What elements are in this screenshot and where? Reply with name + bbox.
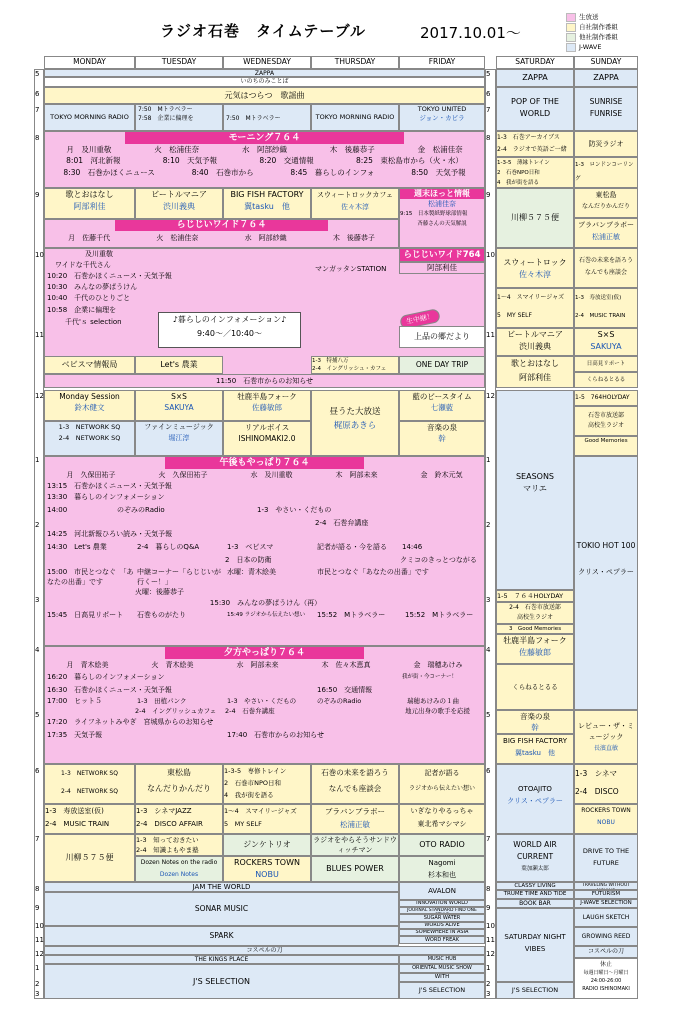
program-rajiwide-fri[interactable]: らじじいワイド764 [399, 248, 485, 262]
program-gogo[interactable]: 午後もやっぱり７６４ 月 久保田祐子 火 久保田祐子 水 及川重敬 木 阿部未来 金 鈴木元気 13:15 石巻かほくニュース・天気予報 13:30 暮らしのインフォメーション 14:00 のぞみのRadio 1-3 やさい・くだもの 2-4 石巻弁講座 14:25 河北新報ひろい読み・天気予報 14:30 Let's 農業 2-4 暮らしのQ&A 1-3 ベビスマ 記者が語る・今を語る 14:46 2 日本の防衛 クミコのきっとつながる 15:00 市民とつなぐ 「あなたの出番」です 中継コーナー「らじじいが行くー！」 水曜：青木絵美 市民とつなぐ「あなたの出番」です 火曜：後藤恭子 15:30 みんなの夢ぱうけん（再） 15:45 日高見リポート 石巻ものがたり 15:49 ラジオから伝えたい想い 15:52 Mトラベラー 15:52 Mトラベラー [44, 456, 485, 646]
program-braban[interactable]: ブラバンブラボー 松浦正敏 [311, 804, 399, 834]
sat-world[interactable]: WORLD AIR CURRENT 葉加瀬太郎 [496, 834, 574, 882]
day-header-tuesday: TUESDAY [135, 56, 223, 69]
legend-item: 他社制作番組 [566, 32, 618, 42]
sun-zappa[interactable]: ZAPPA [574, 69, 638, 87]
program-sxs[interactable]: S×S SAKUYA [135, 390, 223, 421]
program-jam[interactable]: JAM THE WORLD [44, 882, 399, 892]
sat-ongaku[interactable]: 音楽の泉 幹 [496, 710, 574, 734]
program-rajiwide-body[interactable]: 及川重敬 ワイドな千代さん マンガッタンSTATION 10:20 石巻かほくニュース・天気予報 10:30 みんなの夢ぱうけん 10:40 千代のひとりごと 10:58 企業に偏理を 千代'ｓ selection [44, 248, 485, 388]
program-blues[interactable]: BLUES POWER [311, 856, 399, 882]
page-title: ラジオ石巻 タイムテーブル [160, 22, 367, 40]
program-network-sq[interactable]: 1-3 NETWORK SQ 2-4 NETWORK SQ [44, 421, 135, 456]
program-sandwich[interactable]: ラジオをやらそうサンドウィッチマン [311, 834, 399, 856]
program-info-notice[interactable]: ♪暮らしのインフォメーション♪ 9:40〜／10:40〜 [158, 312, 301, 348]
program-morning-764[interactable]: モーニング７６４ 月 及川重敬 火 松浦佳奈 水 阿部紗織 木 後藤恭子 金 松浦佳奈 8:01 河北新報 8:10 天気予報 8:20 交通情報 8:25 東松島市から（火・水） 8:30 石巻かほくニュース 8:40 石巻市から 8:45 暮らしのインフォ 8:50 天気予報 [44, 131, 485, 188]
program-yugata[interactable]: 夕方やっぱり７６４ 月 青木絵美 火 青木絵美 水 阿部未来 木 佐々木恵真 金 瑞穂あけみ 16:20 暮らしのインフォメーション 我が街・今コーナー！ 16:30 石巻かほくニュース・天気予報 16:50 交通情報 17:00 ヒット５ 1-3 田植パンク 1-3 やさい・くだもの のぞみのRadio 瑞穂あけみの１曲 2-4 イングリッシュカフェ 2-4 石巻弁講座 地元出身の歌手を応援 17:20 ライフネットみやぎ 宮城県からのお知らせ 17:35 天気予報 17:40 石巻市からのお知らせ [44, 646, 485, 764]
sun-boei[interactable]: 防災ラジオ [574, 131, 638, 157]
program-tomatsu[interactable]: 東松島 なんだりかんだり [135, 764, 223, 804]
program-genki[interactable]: 元気はつらつ 歌謡曲 [44, 87, 485, 104]
sat-hanto[interactable]: 牡鹿半島フォーク 佐藤敏郎 [496, 634, 574, 664]
program-js-selection[interactable]: J'S SELECTION [44, 964, 399, 999]
effective-date: 2017.10.01〜 [420, 24, 521, 42]
sat-otoajito[interactable]: OTOAJITO クリス・ペプラー [496, 764, 574, 834]
program-inglish[interactable]: 1-3 特捕八万 2-4 イングリッシュ・カフェ [311, 356, 399, 374]
program-tmr-mon[interactable]: TOKYO MORNING RADIO [44, 104, 135, 131]
sun-sxs[interactable]: S×S SAKUYA [574, 328, 638, 356]
legend-item: 生放送 [566, 12, 618, 22]
legend-item: 自社制作番組 [566, 22, 618, 32]
program-nagomi[interactable]: Nagomi 杉本和也 [399, 856, 485, 882]
day-header-saturday: SATURDAY [496, 56, 574, 69]
program-shitte[interactable]: 1-3 知っておきたい 2-4 知識よもやま塾 [135, 834, 223, 856]
sun-tokio[interactable]: TOKIO HOT 100 クリス・ペプラー [574, 456, 638, 710]
program-beatle-tue[interactable]: ビートルマニア 渋川義典 [135, 188, 223, 219]
sat-764[interactable]: 1-5 ７６４HOLYDAY [496, 590, 574, 602]
sun-kosu[interactable]: コスペルの刀 [574, 946, 638, 958]
sun-tomatsu[interactable]: 東松島 なんだりかんだり [574, 188, 638, 218]
program-inochi[interactable]: いのちのみことば [44, 77, 485, 87]
sun-review[interactable]: レビュー・ザ・ミュージック 長濱直敏 [574, 710, 638, 764]
program-weekend-fri[interactable]: 週末ほっと情報 松浦佳奈 9:15 日本製紙野球部情報 斉藤さんの天気解説 [399, 188, 485, 248]
sun-travel[interactable]: TRAVELING WITHOUT [574, 882, 638, 890]
program-sweet-thu[interactable]: スウィートロックカフェ 佐々木淳 [311, 188, 399, 219]
sat-smile[interactable]: 1〜4 スマイリージャズ 5 MY SELF [496, 288, 574, 328]
program-journal[interactable]: JOURNAL STANDARD FIND ONE [399, 907, 485, 914]
program-words[interactable]: WORDS ALIVE [399, 922, 485, 929]
sat-book[interactable]: BOOK BAR [496, 899, 574, 908]
program-kosu[interactable]: コスペルの刀 [44, 946, 485, 955]
program-monday-session[interactable]: Monday Session 鈴木健文 [44, 390, 135, 421]
sun-grow[interactable]: GROWING REED [574, 927, 638, 946]
sat-kuraku[interactable]: くらねるとるる [496, 664, 574, 710]
sat-archives[interactable]: 1-3 石巻アーカイブス 2-4 ラジオで英語ご一緒 [496, 131, 574, 157]
hour-column-left: 5 6 7 8 9 10 11 12 1 2 3 4 5 6 7 8 9 10 11 12 1 2 3 [35, 70, 44, 998]
sun-sokai[interactable]: 石巻市放送部 高校生ラジオ [574, 406, 638, 436]
sat-pop[interactable]: POP OF THE WORLD [496, 87, 574, 131]
program-jinke[interactable]: ジンケトリオ [223, 834, 311, 856]
sun-laugh[interactable]: LAUGH SKETCH [574, 908, 638, 927]
sun-kyuushi: 休止 毎週日曜日〜月曜日 24:00-26:00 RADIO ISHINOMAKI [574, 958, 638, 999]
sat-zappa[interactable]: ZAPPA [496, 69, 574, 87]
sat-uta[interactable]: 歌とおはなし 阿部利佳 [496, 356, 574, 388]
program-jubun[interactable]: 1-3 寿放送室(仮) 2-4 MUSIC TRAIN [44, 804, 135, 834]
sun-sunrise[interactable]: SUNRISE FUNRISE [574, 87, 638, 131]
sun-memories[interactable]: Good Memories [574, 436, 638, 456]
program-with[interactable]: WITH [399, 973, 485, 982]
program-tokyo-united[interactable]: TOKYO UNITED ジョン・カビラ [399, 104, 485, 131]
sun-futur[interactable]: FUTURISM [574, 890, 638, 899]
program-iginari[interactable]: いぎなりやるっちゃ 東北希マシマシ [399, 804, 485, 834]
program-dozen[interactable]: Dozen Notes on the radio Dozen Notes [135, 856, 223, 882]
program-kings[interactable]: THE KINGS PLACE [44, 955, 399, 964]
program-js-selection-fri[interactable]: J'S SELECTION [399, 982, 485, 999]
program-ai[interactable]: 藍のビースタイム 七瀬藍 [399, 390, 485, 421]
program-lets[interactable]: Let's 農業 [135, 356, 223, 374]
program-smiley-jazz[interactable]: 1〜4 スマイリージャズ 5 MY SELF [223, 804, 311, 834]
sun-kurak[interactable]: くらねるとるる [574, 372, 638, 388]
sat-js[interactable]: J'S SELECTION [496, 982, 574, 999]
program-sugar[interactable]: SUGAR WATER [399, 914, 485, 922]
program-kisha[interactable]: 記者が語る ラジオから伝えたい想い [399, 764, 485, 804]
hour-column-middle: 5 6 7 8 9 10 11 12 1 2 3 4 5 6 7 8 9 10 11 12 1 2 3 [486, 70, 495, 998]
program-tmr-wed[interactable]: 7:50 Mトラベラー [223, 104, 311, 131]
program-zappa[interactable]: ZAPPA [44, 69, 485, 77]
day-header-sunday: SUNDAY [574, 56, 638, 69]
program-real[interactable]: リアルボイス ISHINOMAKI2.0 [223, 421, 311, 456]
sat-train[interactable]: 1-3-5 薄縁トレイン 2 石巻NPO日和 4 我が街を語る [496, 157, 574, 188]
program-utau[interactable]: 昼うた大放送 梶原あきら [311, 390, 399, 456]
program-senshu[interactable]: 1-3-5 専修トレイン 2 石巻市NPO日和 4 我が街を語る [223, 764, 311, 804]
program-bebisuma[interactable]: ベビスマ情報局 [44, 356, 135, 374]
program-ongaku[interactable]: 音楽の泉 幹 [399, 421, 485, 456]
day-header-friday: FRIDAY [399, 56, 485, 69]
sat-classy[interactable]: CLASSY LIVING [496, 882, 574, 890]
program-bigfish-wed[interactable]: BIG FISH FACTORY 翼tasku 他 [223, 188, 311, 219]
program-rajiwide-fri-host: 阿部利佳 [399, 262, 485, 274]
sat-night[interactable]: SATURDAY NIGHT VIBES [496, 908, 574, 982]
sat-sokai[interactable]: 2-4 石巻市放送部 高校生ラジオ [496, 602, 574, 624]
program-notice-1150[interactable]: 11:50 石巻市からのお知らせ [44, 374, 485, 388]
program-rajiwide-header[interactable]: らじじいワイド７６４ 月 佐藤千代 火 松浦佳奈 水 阿部紗織 木 後藤恭子 [44, 219, 399, 248]
sun-jwsel[interactable]: J-WAVE SELECTION [574, 899, 638, 908]
sun-jubun[interactable]: 1-3 寿放送室(仮) 2-4 MUSIC TRAIN [574, 288, 638, 328]
sat-sweet[interactable]: スウィートロック 佐々木淳 [496, 248, 574, 288]
program-sonar[interactable]: SONAR MUSIC [44, 892, 399, 926]
program-innov[interactable]: INNOVATION WORLD [399, 900, 485, 907]
program-fine[interactable]: ファインミュージック 堀江淳 [135, 421, 223, 456]
sat-memories[interactable]: 3 Good Memories [496, 624, 574, 634]
sun-mirai[interactable]: 石巻の未来を語ろう なんでも座談会 [574, 248, 638, 288]
program-spark[interactable]: SPARK [44, 926, 399, 946]
program-rockers[interactable]: ROCKERS TOWN NOBU [223, 856, 311, 882]
sun-cinema[interactable]: 1-3 シネマ 2-4 DISCO [574, 764, 638, 804]
legend-item: J-WAVE [566, 42, 618, 52]
program-cinema-jazz[interactable]: 1-3 シネマJAZZ 2-4 DISCO AFFAIR [135, 804, 223, 834]
program-music-hub[interactable]: MUSIC HUB [399, 955, 485, 964]
program-oriental[interactable]: ORIENTAL MUSIC SHOW [399, 964, 485, 973]
sun-braban[interactable]: ブラバンブラボー 松浦正敏 [574, 218, 638, 248]
program-senryu[interactable]: 川柳５７５便 [44, 834, 135, 882]
program-hanto[interactable]: 牡鹿半島フォーク 佐藤敏郎 [223, 390, 311, 421]
program-tmr-thu[interactable]: TOKYO MORNING RADIO [311, 104, 399, 131]
legend [566, 12, 618, 52]
day-header-monday: MONDAY [44, 56, 135, 69]
program-kamisama[interactable]: 上品の郷だより [399, 326, 485, 348]
sat-beatle[interactable]: ビートルマニア 渋川義典 [496, 328, 574, 356]
sun-drive[interactable]: DRIVE TO THE FUTURE [574, 834, 638, 882]
sun-nikkei[interactable]: 日高見リポート [574, 356, 638, 372]
sun-london[interactable]: 1-3 ロンドンコーリング [574, 157, 638, 188]
program-oneday[interactable]: ONE DAY TRIP [399, 356, 485, 374]
sun-764[interactable]: 1-5 764HOLYDAY [574, 390, 638, 406]
day-header-wednesday: WEDNESDAY [223, 56, 311, 69]
sat-seasons[interactable]: SEASONS マリエ [496, 390, 574, 590]
program-tmr-tue[interactable]: 7:50 Mトラベラー 7:58 企業に偏理を [135, 104, 223, 131]
sat-senryu[interactable]: 川柳５７５便 [496, 188, 574, 248]
program-word[interactable]: WORD FREAK [399, 936, 485, 944]
sat-bigfish[interactable]: BIG FISH FACTORY 翼tasku 他 [496, 734, 574, 764]
program-uta-mon[interactable]: 歌とおはなし 阿部利佳 [44, 188, 135, 219]
sat-trume[interactable]: TRUME TIME AND TIDE [496, 890, 574, 899]
program-avalon[interactable]: AVALON [399, 882, 485, 900]
live-badge: 生中継！ [399, 308, 441, 330]
program-mirai[interactable]: 石巻の未来を語ろう なんでも座談会 [311, 764, 399, 804]
sun-rockers[interactable]: ROCKERS TOWN NOBU [574, 804, 638, 834]
day-header-thursday: THURSDAY [311, 56, 399, 69]
program-network-6[interactable]: 1-3 NETWORK SQ 2-4 NETWORK SQ [44, 764, 135, 804]
program-oto-radio[interactable]: OTO RADIO [399, 834, 485, 856]
program-some[interactable]: SOMEWHERE IN ASIA [399, 929, 485, 936]
